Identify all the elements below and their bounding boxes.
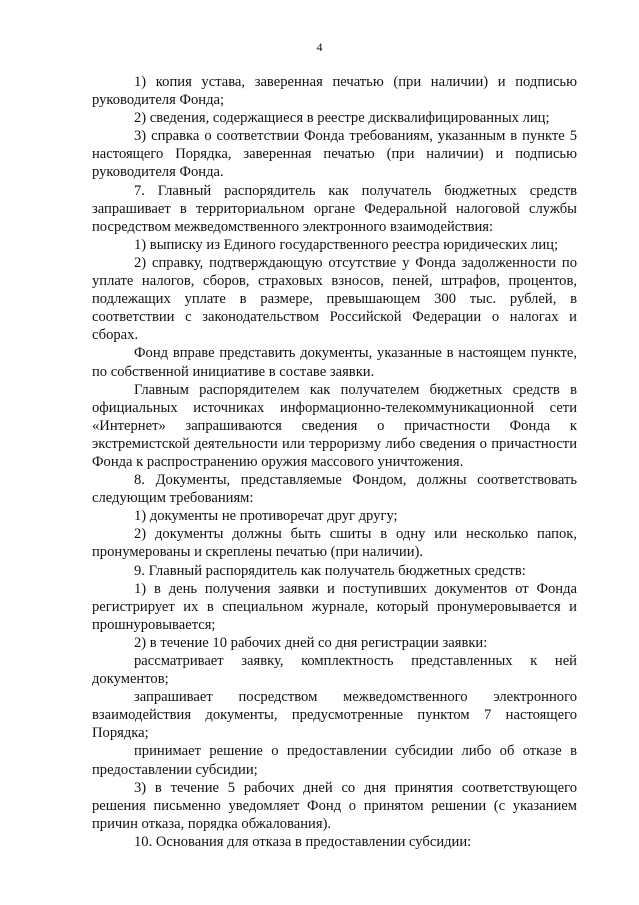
paragraph: 1) документы не противоречат друг другу;: [134, 508, 398, 525]
paragraph: 1) выписку из Единого государственного реестра юридических лиц;: [134, 236, 559, 253]
paragraph: 9. Главный распорядитель как получатель бюджетных средств:: [134, 562, 526, 579]
page-number: 4: [316, 40, 323, 54]
paragraph: 3) в течение 5 рабочих дней со дня принятия соответствующего решения письменно уведомляет Фонд о принятом решении (с указанием причин отказа, порядка обжалования).: [92, 779, 577, 832]
paragraph: 2) в течение 10 рабочих дней со дня регистрации заявки:: [134, 634, 488, 651]
paragraph: рассматривает заявку, комплектность представленных к ней документов;: [92, 653, 577, 688]
paragraph: принимает решение о предоставлении субсидии либо об отказе в предоставлении субсидии;: [92, 743, 577, 778]
paragraph: 2) документы должны быть сшиты в одну или несколько папок, пронумерованы и скреплены печатью (при наличии).: [92, 526, 577, 561]
paragraph: 10. Основания для отказа в предоставлении субсидии:: [134, 833, 472, 850]
paragraph: 7. Главный распорядитель как получатель бюджетных средств запрашивает в территориальном органе Федеральной налоговой службы посредством межведомственного электронного взаимодействия:: [92, 182, 577, 235]
paragraph: 2) справку, подтверждающую отсутствие у Фонда задолженности по уплате налогов, сборов, страховых взносов, пеней, штрафов, процентов, подлежащих уплате в размере, превышающем 300 тыс. рублей, в соответствии с законодательством Российской Федерации о налогах и сборах.: [92, 254, 577, 344]
paragraph: 1) в день получения заявки и поступивших документов от Фонда регистрирует их в специальном журнале, который пронумеровывается и прошнуровывается;: [92, 580, 577, 633]
paragraph: Главным распорядителем как получателем бюджетных средств в официальных источниках информационно-телекоммуникационной сети «Интернет» запрашиваются сведения о причастности Фонда к экстремистской деятельности или терроризму либо сведения о причастности Фонда к распространению оружия массового уничтожения.: [92, 381, 577, 470]
paragraph: 3) справка о соответствии Фонда требованиям, указанным в пункте 5 настоящего Порядка, заверенная печатью (при наличии) и подписью руководителя Фонда.: [92, 128, 577, 181]
page-body: [92, 73, 577, 851]
paragraph: 1) копия устава, заверенная печатью (при наличии) и подписью руководителя Фонда;: [92, 74, 577, 109]
paragraph: запрашивает посредством межведомственного электронного взаимодействия документы, предусмотренные пунктом 7 настоящего Порядка;: [92, 689, 577, 742]
paragraph: Фонд вправе представить документы, указанные в настоящем пункте, по собственной инициативе в составе заявки.: [92, 345, 577, 380]
paragraph: 8. Документы, представляемые Фондом, должны соответствовать следующим требованиям:: [92, 472, 577, 507]
paragraph: 2) сведения, содержащиеся в реестре дисквалифицированных лиц;: [134, 110, 550, 127]
